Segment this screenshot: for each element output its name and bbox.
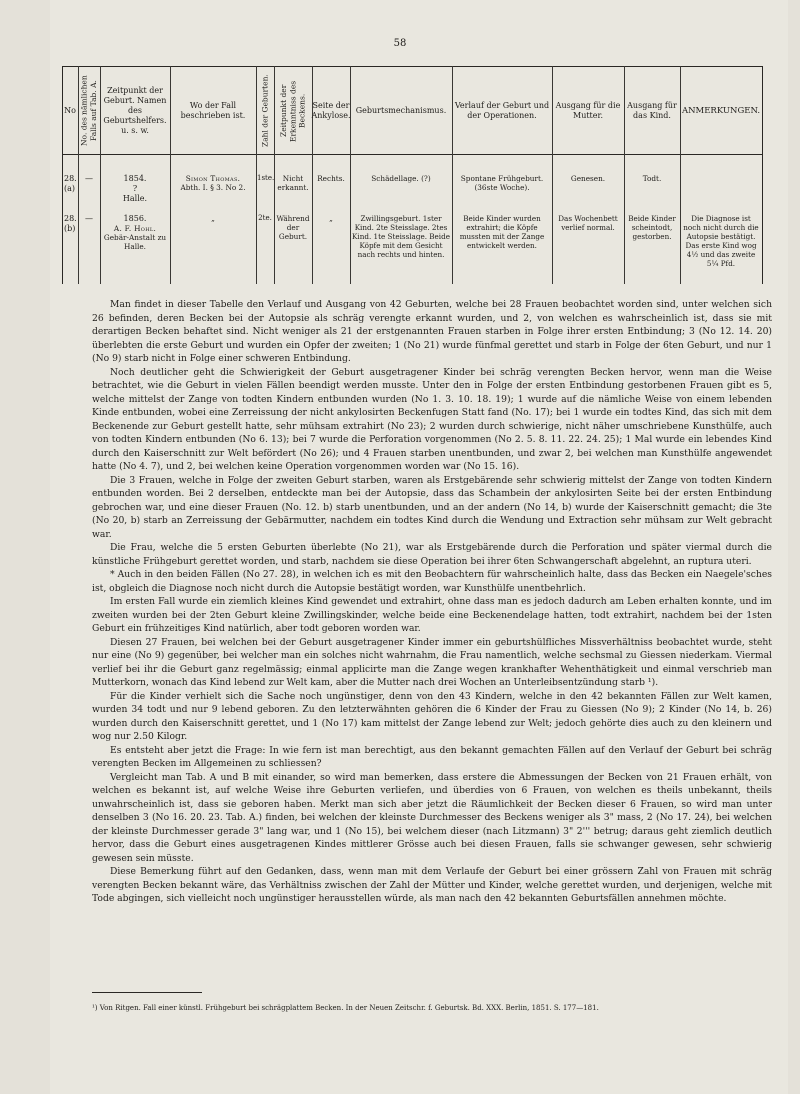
- header-mother: Ausgang für die Mutter.: [555, 101, 621, 120]
- paragraph: * Auch in den beiden Fällen (No 27. 28), in welchen ich es mit den Beobachtern für wahrscheinlich halte, dass das Becken ein Naegele'sches ist, obgleich die Diagnose noch nicht durch die Autopsie bestätigt worden, war Kunsthülfe unentbehrlich.: [92, 569, 772, 594]
- paragraph: Die 3 Frauen, welche in Folge der zweiten Geburt starben, waren als Erstgebärende sehr schwierig mittelst der Zange von todten Kindern entbunden worden. Bei 2 derselben, entdeckte man bei der Autopsie, dass das Schambein der ankylosirten Seite bei der ersten Entbindung gebrochen war, und eine dieser Frauen (No. 12. b) starb unentbunden, und an der andern (No 14, b) wurde der Kaiserschnitt gemacht; die 3te (No 20, b) starb an Zerreissung der Gebärmutter, nachdem ein todtes Kind durch die Wendung und Extraction sehr mühsam zur Welt gebracht war.: [92, 474, 772, 540]
- header-child: Ausgang für das Kind.: [627, 101, 677, 120]
- footnote: ¹) Von Ritgen. Fall einer künstl. Frühgeburt bei schrägplattem Becken. In der Neuen Zeitschr. f. Geburtsk. Bd. XXX. Berlin, 1851. S. 177—181.: [92, 1004, 599, 1012]
- row2-birth: 2te.: [258, 214, 272, 222]
- row1-course: Spontane Frühgeburt. (36ste Woche).: [460, 174, 544, 193]
- row1-where: [172, 174, 254, 192]
- header-recognition: Zeitpunkt der Erkenntniss des Beckens.: [278, 80, 307, 142]
- row2-sub: (b): [64, 224, 76, 233]
- row2-year: 1856.: [123, 214, 147, 223]
- col-divider: [452, 66, 453, 284]
- col-divider: [312, 66, 313, 284]
- col-divider: [624, 66, 625, 284]
- paragraph: Diesen 27 Frauen, bei welchen bei der Geburt ausgetragener Kinder immer ein geburtshülfliches Missverhältniss beobachtet wurde, steht nur eine (No 9) gegenüber, bei welcher man ein solches nicht wahrnahm, die Frau namentlich, welche sechsmal zu Giessen niederkam. Viermal verlief bei ihr die Geburt ganz regelmässig; einmal applicirte man die Zange wegen krankhafter Wehenthätigkeit und einmal verschrieb man Mutterkorn, wonach das Kind lebend zur Welt kam, aber die Mutter nach drei Wochen an Unterleibsentzündung starb ¹).: [92, 636, 772, 688]
- row2-same-case: —: [85, 214, 93, 223]
- row2-remarks: Die Diagnose ist noch nicht durch die Autopsie bestätigt. Das erste Kind wog 4½ und das zweite 5¼ Pfd.: [683, 214, 759, 268]
- header-side: Seite der Ankylose.: [311, 101, 351, 120]
- row1-side: Rechts.: [317, 174, 345, 183]
- header-mechanism: Geburtsmechanismus.: [355, 106, 447, 115]
- paragraph: Man findet in dieser Tabelle den Verlauf und Ausgang von 42 Geburten, welche bei 28 Frauen beobachtet worden sind, unter welchen sich 26 befinden, deren Becken bei der Autopsie als schräg verengte erkannt wurden, und 2, von welchen es wahrscheinlich ist, dass sie mit derartigen Becken behaftet sind. Nicht weniger als 21 der erstgenannten Frauen starben in Folge ihrer ersten Entbindung; 3 (No 12. 14. 20) überlebten die erste Geburt und wurden ein Opfer der zweiten; 1 (No 21) wurde fünfmal gerettet und starb in Folge der 6ten Geburt, und nur 1 (No 9) starb nicht in Folge einer schweren Entbindung.: [92, 299, 772, 364]
- header-time: Zeitpunkt der Geburt. Namen des Geburtshelfers. u. s. w.: [103, 86, 167, 135]
- row1-birth: 1ste.: [257, 174, 275, 182]
- row2-place: Gebär-Anstalt zu Halle.: [103, 233, 167, 252]
- table-top-rule: [62, 66, 762, 67]
- footnote-rule: [92, 992, 202, 993]
- page-number: 58: [393, 38, 407, 49]
- row1-recognition: Nicht erkannt.: [277, 174, 309, 193]
- data-table: [62, 62, 762, 284]
- header-nr: No: [64, 106, 76, 115]
- col-divider: [680, 66, 681, 284]
- row2-number: 28.: [64, 214, 77, 223]
- row2-side: „: [329, 214, 333, 223]
- row1-name: ?: [132, 184, 138, 193]
- header-course: Verlauf der Geburt und der Operationen.: [454, 101, 550, 120]
- row1-place: Halle.: [122, 194, 148, 203]
- row1-mother: Genesen.: [570, 174, 606, 183]
- row2-child: Beide Kinder scheintodt, gestorben.: [628, 214, 676, 241]
- row1-sub: (a): [64, 184, 76, 193]
- row1-time: [102, 174, 168, 204]
- row1-year: 1854.: [123, 174, 147, 183]
- body-text: [92, 298, 772, 906]
- row2-name: A. F. Hohl.: [113, 224, 157, 233]
- col-divider: [350, 66, 351, 284]
- row1-child: Todt.: [642, 174, 662, 183]
- col-divider: [170, 66, 171, 284]
- paragraph: Diese Bemerkung führt auf den Gedanken, dass, wenn man mit dem Verlaufe der Geburt bei einer grössern Zahl von Frauen mit schräg verengten Becken bekannt wäre, das Verhältniss zwischen der Zahl der Mütter und Kinder, welche gerettet wurden, und derjenigen, welche mit Tode abgingen, sich vielleicht noch ungünstiger herausstellen würde, als man nach den 42 bekannten Geburtsfällen annehmen möchte.: [92, 866, 772, 904]
- header-where: Wo der Fall beschrieben ist.: [180, 101, 246, 120]
- row1-number: 28.: [64, 174, 77, 183]
- row2-author: „: [211, 214, 215, 223]
- paragraph: Im ersten Fall wurde ein ziemlich kleines Kind gewendet und extrahirt, ohne dass man es jedoch dadurch am Leben erhalten konnte, und im zweiten wurden bei der 2ten Geburt kleine Zwillingskinder, welche beide eine Beckenendelage hatten, todt extrahirt, nachdem bei der 1sten Geburt ein frühzeitiges Kind natürlich, aber todt geboren worden war.: [92, 596, 772, 634]
- header-remarks: ANMERKUNGEN.: [681, 105, 761, 116]
- table-right-rule: [762, 66, 763, 284]
- row2-course: Beide Kinder wurden extrahirt; die Köpfe mussten mit der Zange entwickelt werden.: [459, 214, 545, 250]
- row2-recognition: Während der Geburt.: [276, 214, 310, 242]
- row2-mother: Das Wochenbett verlief normal.: [558, 214, 618, 232]
- header-same-case: No. des nämlichen Falls auf Tab. A.: [79, 75, 98, 147]
- paragraph: Es entsteht aber jetzt die Frage: In wie fern ist man berechtigt, aus den bekannt gemachten Fällen auf den Verlauf der Geburt bei schräg verengten Becken im Allgemeinen zu schliessen?: [92, 744, 772, 769]
- header-birth-count: Zahl der Geburten.: [260, 74, 270, 148]
- row2-nr: [64, 214, 78, 234]
- col-divider: [552, 66, 553, 284]
- row1-same-case: —: [85, 174, 93, 183]
- row1-nr: [64, 174, 78, 194]
- row1-author: Simon Thomas.: [185, 174, 241, 183]
- row2-where: [172, 214, 254, 223]
- row1-mechanism: Schädellage. (?): [371, 174, 431, 183]
- col-divider: [100, 66, 101, 284]
- paragraph: Vergleicht man Tab. A und B mit einander, so wird man bemerken, dass erstere die Abmessungen der Becken von 21 Frauen erhält, von welchen es bekannt ist, auf welche Weise ihre Geburten verliefen, und überdies von 6 Frauen, von welchen es theils unbekannt, theils unwahrscheinlich ist, dass sie geboren haben. Merkt man sich aber jetzt die Räumlichkeit der Becken dieser 6 Frauen, so wird man unter denselben 3 (No 16. 20. 23. Tab. A.) finden, bei welchen der kleinste Durchmesser des Beckens weniger als 3" mass, 2 (No 17. 24), bei welchen der kleinste Durchmesser gerade 3" lang war, und 1 (No 15), bei welchem dieser (nach Litzmann) 3" 2''' betrug; daraus geht ziemlich deutlich hervor, dass die Geburt eines ausgetragenen Kindes mittlerer Grösse auch bei diesen Frauen, falls sie schwanger gewesen, sehr schwierig gewesen sein müsste.: [92, 771, 772, 864]
- row2-mechanism: Zwillingsgeburt. 1ster Kind. 2te Steisslage. 2tes Kind. 1te Steisslage. Beide Köpfe mit dem Gesicht nach rechts und hinten.: [352, 214, 450, 259]
- row2-time: [102, 214, 168, 251]
- paragraph: Die Frau, welche die 5 ersten Geburten überlebte (No 21), war als Erstgebärende durch die Perforation und später viermal durch die künstliche Frühgeburt gerettet worden, und starb, nachdem sie diese Operation bei ihrer 6ten Schwangerschaft abgelehnt, an ruptura uteri.: [92, 542, 772, 567]
- table-header-rule: [62, 154, 762, 155]
- paragraph: Für die Kinder verhielt sich die Sache noch ungünstiger, denn von den 43 Kindern, welche in den 42 bekannten Fällen zur Welt kamen, wurden 34 todt und nur 9 lebend geboren. Zu den letzterwähnten gehören die 6 Kinder der Frau zu Giessen (No 9); 2 Kinder (No 14, b. 26) wurden durch den Kaiserschnitt gerettet, und 1 (No 17) kam mittelst der Zange lebend zur Welt; jedoch gehörte dies auch zu den kleinern und wog nur 2.50 Kilogr.: [92, 690, 772, 742]
- row1-ref: Abth. I. § 3. No 2.: [180, 183, 246, 193]
- paragraph: Noch deutlicher geht die Schwierigkeit der Geburt ausgetragener Kinder bei schräg verengten Becken hervor, wenn man die Weise betrachtet, wie die Geburt in vielen Fällen beendigt werden musste. Unter den in Folge der ersten Entbindung gestorbenen Frauen gibt es 5, welche mittelst der Zange von todten Kindern entbunden wurden (No 1. 3. 10. 18. 19); 1 wurde auf die nämliche Weise von einem lebenden Kinde entbunden, wobei eine Zerreissung der nicht ankylosirten Beckenfugen Statt fand (No. 17); bei 1 wurde ein todtes Kind, das sich mit dem Beckenende zur Geburt gestellt hatte, sehr mühsam extrahirt (No 23); 2 wurden durch schwierige, nicht näher umschriebene Kunsthülfe, auch von todten Kindern entbunden (No 6. 13); bei 7 wurde die Perforation vorgenommen (No 2. 5. 8. 11. 22. 24. 25); 1 Mal wurde ein lebendes Kind durch den Kaiserschnitt zur Welt befördert (No 26); und 4 Frauen starben unentbunden, und zwar 2, bei welchen man Kunsthülfe angewendet hatte (No 4. 7), und 2, bei welchen keine Operation vorgenommen worden war (No 15. 16).: [92, 366, 772, 472]
